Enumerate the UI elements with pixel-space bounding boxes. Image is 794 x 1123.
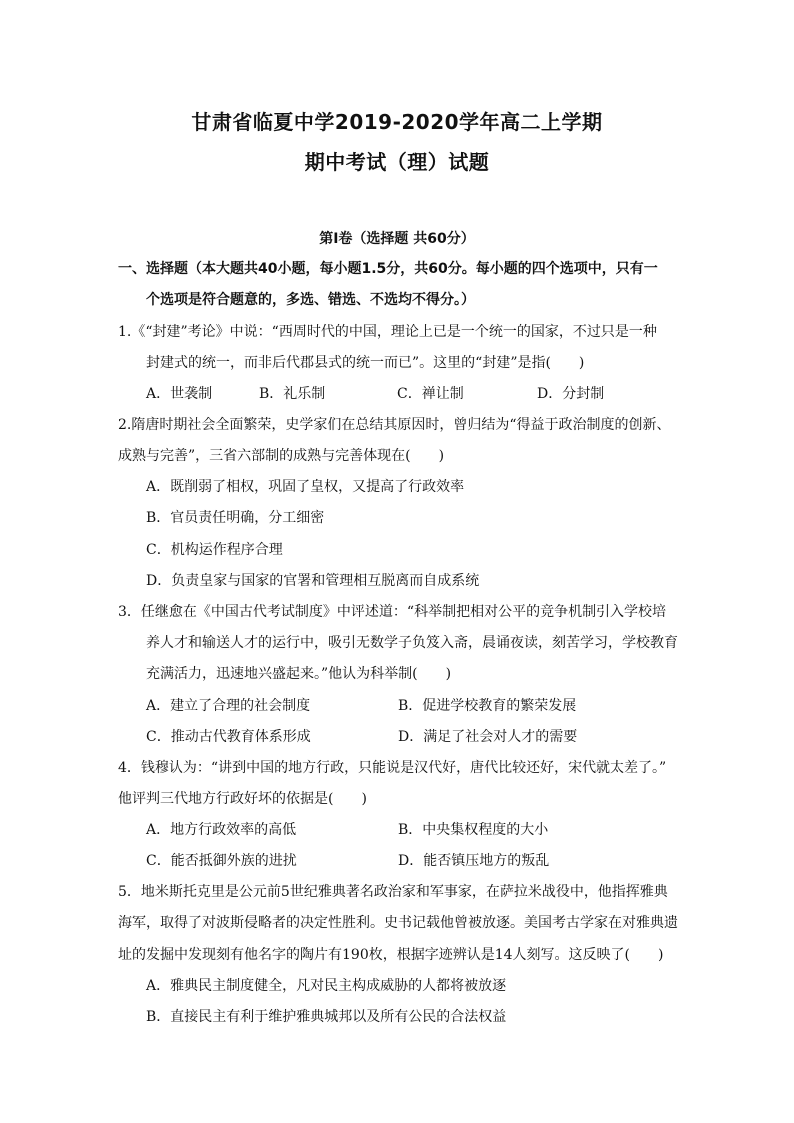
question-3-option-a: A．建立了合理的社会制度 [146,698,311,714]
question-3-stem-line-2: 养人才和输送人才的运行中，吸引无数学子负笈入斋，晨诵夜读，刻苦学习，学校教育 [146,635,678,651]
question-1-option-d: D．分封制 [537,386,605,402]
question-5-option-b: B．直接民主有利于维护雅典城邦以及所有公民的合法权益 [146,1009,507,1025]
question-1-option-c: C．禅让制 [397,386,464,402]
question-2-option-b: B．官员责任明确，分工细密 [146,510,325,526]
question-3-stem-line-1: 3．任继愈在《中国古代考试制度》中评述道：“科举制把相对公平的竞争机制引入学校培 [118,604,667,620]
question-2-option-d: D．负责皇家与国家的官署和管理相互脱离而自成系统 [146,573,480,589]
question-2-stem-line-1: 2.隋唐时期社会全面繁荣，史学家们在总结其原因时，曾归结为“得益于政治制度的创新、 [118,417,671,433]
question-1-stem-line-1: 1.《“封建”考论》中说：“西周时代的中国，理论上已是一个统一的国家，不过只是一种 [118,324,657,340]
question-4-option-b: B．中央集权程度的大小 [398,822,549,838]
question-5-option-a: A．雅典民主制度健全，凡对民主构成威胁的人都将被放逐 [146,978,507,994]
question-5-stem-line-3: 址的发掘中发现刻有他名字的陶片有190枚，根据字迹辨认是14人刻写。这反映了( ) [118,947,664,963]
question-5-stem-line-2: 海军，取得了对波斯侵略者的决定性胜利。史书记载他曾被放逐。美国考古学家在对雅典遗 [118,915,678,931]
section-instructions-line-1: 一、选择题（本大题共40小题，每小题1.5分，共60分。每小题的四个选项中，只有一 [118,261,658,277]
question-4-stem-line-1: 4．钱穆认为：“讲到中国的地方行政，只能说是汉代好，唐代比较还好，宋代就太差了。” [118,760,667,776]
question-3-option-b: B．促进学校教育的繁荣发展 [398,698,577,714]
question-2-option-a: A．既削弱了相权，巩固了皇权，又提高了行政效率 [146,479,465,495]
section-instructions-line-2: 个选项是符合题意的，多选、错选、不选均不得分。） [146,292,475,308]
question-1-option-a: A．世袭制 [146,386,213,402]
question-5-stem-line-1: 5．地米斯托克里是公元前5世纪雅典著名政治家和军事家，在萨拉米战役中，他指挥雅典 [118,884,668,900]
question-4-option-a: A．地方行政效率的高低 [146,822,297,838]
exam-title-line-2: 期中考试（理）试题 [304,150,490,174]
question-1-stem-line-2: 封建式的统一，而非后代郡县式的统一而已”。这里的“封建”是指( ) [146,355,585,371]
question-2-stem-line-2: 成熟与完善”，三省六部制的成熟与完善体现在( ) [118,448,445,464]
question-3-stem-line-3: 充满活力，迅速地兴盛起来。”他认为科举制( ) [146,666,452,682]
question-4-option-d: D．能否镇压地方的叛乱 [398,853,550,869]
question-4-option-c: C．能否抵御外族的进扰 [146,853,297,869]
volume-label: 第Ⅰ卷（选择题 共60分） [319,231,475,247]
question-2-option-c: C．机构运作程序合理 [146,542,283,558]
question-4-stem-line-2: 他评判三代地方行政好坏的依据是( ) [118,791,367,807]
question-3-option-d: D．满足了社会对人才的需要 [398,729,578,745]
question-3-option-c: C．推动古代教育体系形成 [146,729,311,745]
question-1-option-b: B．礼乐制 [259,386,326,402]
exam-title-line-1: 甘肃省临夏中学2019-2020学年高二上学期 [191,110,603,134]
